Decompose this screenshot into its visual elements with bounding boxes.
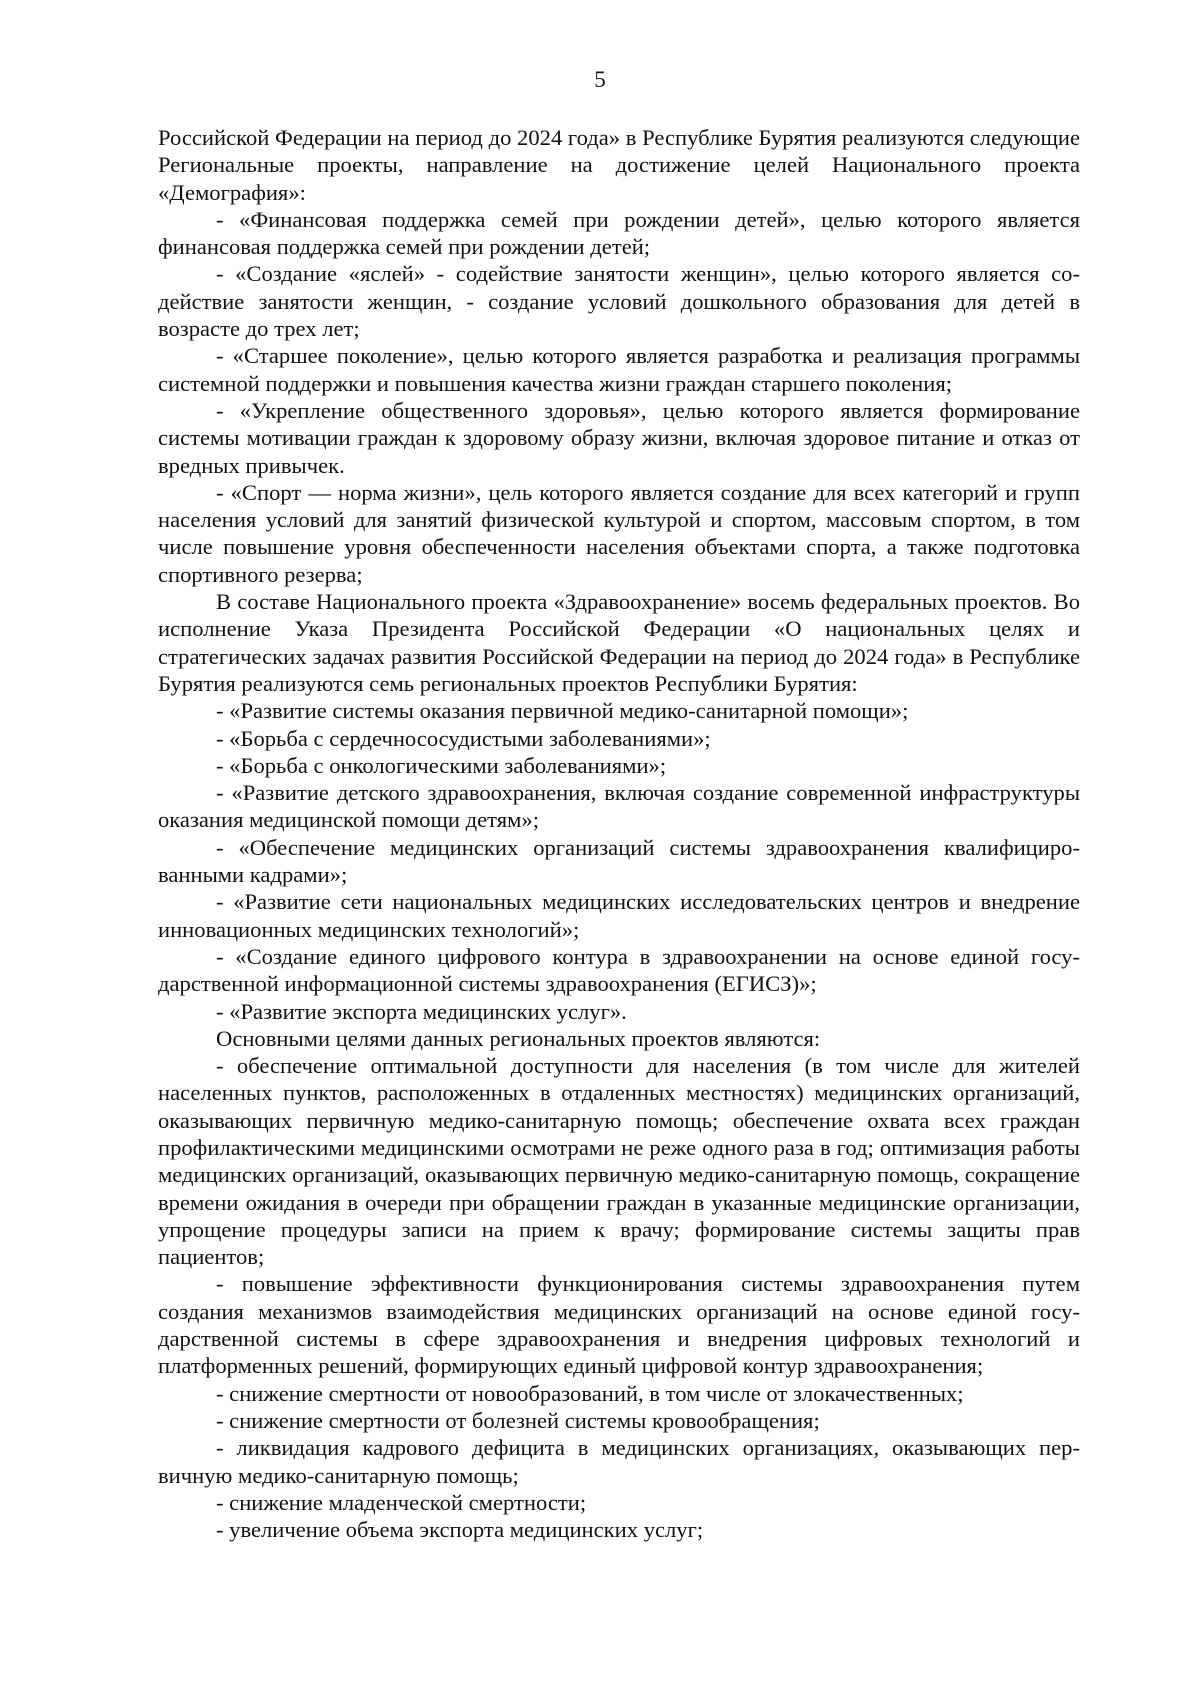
- paragraph: - «Обеспечение медицинских организаций системы здравоохранения квалифицированными кадрами»;: [158, 834, 1080, 888]
- paragraph: - «Развитие экспорта медицинских услуг».: [216, 998, 627, 1024]
- paragraph: - «Спорт — норма жизни», цель которого является создание для всех категорий и групп населения условий для занятий физической культурой и спортом, массовым спортом, в том числе повышение уровня обеспеченности населения объектами спорта, а также подготовка спортивного резерва;: [158, 479, 1080, 587]
- paragraph: - повышение эффективности функционирования системы здравоохранения путем создания механизмов взаимодействия медицинских организаций на основе единой государственной системы в сфере здравоохранения и внедрения цифровых технологий и платформенных решений, формирующих единый цифровой контур здравоохранения;: [158, 1271, 1080, 1379]
- paragraph: - увеличение объема экспорта медицинских услуг;: [216, 1517, 704, 1543]
- paragraph: - обеспечение оптимальной доступности для населения (в том числе для жителей населенных пунктов, расположенных в отдаленных местностях) медицинских организаций, оказывающих первичную медико-санитарную помощь; обеспечение охвата всех граждан профилактическими медицинскими осмотрами не реже одного раза в год; оптимизация работы медицинских организаций, оказывающих первичную медико-санитарную помощь, сокращение времени ожидания в очереди при обращении граждан в указанные медицинские организации, упрощение процедуры записи на прием к врачу; формирование системы защиты прав пациентов;: [158, 1053, 1080, 1270]
- paragraph: - «Развитие сети национальных медицинских исследовательских центров и внедрение инновационных медицинских технологий»;: [158, 889, 1080, 942]
- paragraph: - снижение младенческой смертности;: [216, 1489, 587, 1515]
- paragraph: - снижение смертности от болезней системы кровообращения;: [216, 1407, 820, 1433]
- page-number: 5: [594, 67, 606, 92]
- paragraph: - «Развитие системы оказания первичной медико-санитарной помощи»;: [216, 698, 909, 724]
- paragraph: Российской Федерации на период до 2024 года» в Республике Бурятия реализуются следующие Региональные проекты, направление на достижение целей Национального проекта «Демография»:: [158, 125, 1080, 205]
- paragraph: - «Борьба с сердечнососудистыми заболеваниями»;: [216, 725, 711, 751]
- paragraph: - «Создание «яслей» - содействие занятости женщин», целью которого является содействие занятости женщин, - создание условий дошкольного образования для детей в возрасте до трех лет;: [158, 261, 1080, 342]
- paragraph: - «Финансовая поддержка семей при рождении детей», целью которого является финансовая поддержка семей при рождении детей;: [158, 206, 1080, 260]
- paragraph: - ликвидация кадрового дефицита в медицинских организациях, оказывающих первичную медико-санитарную помощь;: [158, 1435, 1080, 1488]
- paragraph: - «Борьба с онкологическими заболеваниями»;: [216, 752, 667, 778]
- paragraph: - снижение смертности от новообразований, в том числе от злокачественных;: [216, 1380, 964, 1406]
- paragraph: - «Создание единого цифрового контура в здравоохранении на основе единой государственной информационной системы здравоохранения (ЕГИСЗ)»;: [158, 943, 1080, 997]
- paragraph: - «Старшее поколение», целью которого является разработка и реализация программы системной поддержки и повышения качества жизни граждан старшего поколения;: [158, 343, 1080, 396]
- paragraph: - «Развитие детского здравоохранения, включая создание современной инфраструктуры оказания медицинской помощи детям»;: [158, 780, 1080, 833]
- document-body: [158, 124, 1080, 1543]
- paragraph: В составе Национального проекта «Здравоохранение» восемь федеральных проектов. Во исполнение Указа Президента Российской Федерации «О национальных целях и стратегических задачах развития Российской Федерации на период до 2024 года» в Республике Бурятия реализуются семь региональных проектов Республики Бурятия:: [158, 589, 1080, 696]
- paragraph: - «Укрепление общественного здоровья», целью которого является формирование системы мотивации граждан к здоровому образу жизни, включая здоровое питание и отказ от вредных привычек.: [158, 397, 1080, 478]
- paragraph: Основными целями данных региональных проектов являются:: [216, 1025, 821, 1051]
